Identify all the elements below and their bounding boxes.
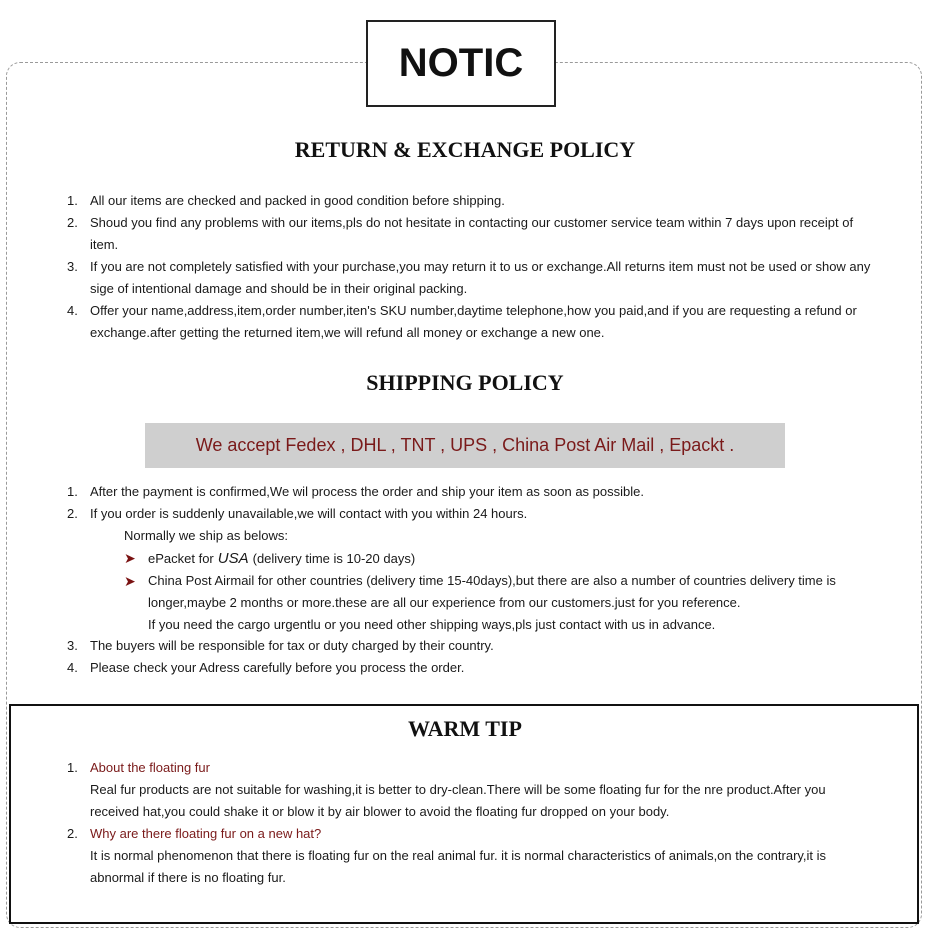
carrier-list-text: We accept Fedex , DHL , TNT , UPS , China Post Air Mail , Epackt .	[195, 435, 735, 455]
epacket-country: USA	[217, 550, 249, 567]
tip-answer: Real fur products are not suitable for washing,it is better to dry-clean.There will be some floating fur for the nre product.After you received hat,you could shake it or blow it by air blower to avoid the floating fur dropped on your body.	[90, 782, 826, 819]
epacket-line: ➤ ePacket for USA (delivery time is 10-20 days)	[124, 547, 884, 570]
shipping-policy-list	[67, 481, 872, 525]
shipping-methods-intro: Normally we ship as belows:	[124, 528, 289, 543]
tip-question: Why are there floating fur on a new hat?	[90, 826, 322, 841]
shipping-policy-list-continued	[67, 635, 872, 679]
list-item: 4. Please check your Adress carefully before you process the order.	[67, 660, 465, 675]
notice-title: NOTIC	[398, 41, 524, 85]
return-policy-heading: RETURN & EXCHANGE POLICY	[294, 137, 636, 162]
list-item: 2. Why are there floating fur on a new hat? It is normal phenomenon that there is floating fur on the real animal fur. it is normal characteristics of animals,on the contrary,it is abnormal if there is no floating fur.	[67, 823, 872, 889]
list-item: 3. The buyers will be responsible for tax or duty charged by their country.	[67, 638, 494, 653]
list-item: 2. Shoud you find any problems with our items,pls do not hesitate in contacting our customer service team within 7 days upon receipt of item.	[67, 215, 854, 252]
tip-answer: It is normal phenomenon that there is floating fur on the real animal fur. it is normal characteristics of animals,on the contrary,it is abnormal if there is no floating fur.	[90, 848, 827, 885]
warm-tip-heading: WARM TIP	[408, 716, 522, 741]
arrow-bullet-icon: ➤	[124, 573, 136, 589]
tip-question: About the floating fur	[90, 760, 210, 775]
list-item: 4. Offer your name,address,item,order number,iten's SKU number,daytime telephone,how you paid,and if you are requesting a refund or exchange.after getting the returned item,we will refund all money or exchange a new one.	[67, 303, 857, 340]
arrow-bullet-icon: ➤	[124, 550, 136, 566]
carrier-banner	[145, 423, 785, 468]
list-item: 1. After the payment is confirmed,We wil process the order and ship your item as soon as possible.	[67, 484, 644, 499]
warm-tip-list	[67, 757, 872, 889]
return-policy-list	[67, 190, 872, 344]
notice-banner	[366, 20, 556, 107]
urgent-note: If you need the cargo urgentlu or you need other shipping ways,pls just contact with us in advance.	[148, 617, 716, 632]
shipping-methods	[124, 525, 884, 636]
china-post-line: ➤ China Post Airmail for other countries (delivery time 15-40days),but there are also a number of countries delivery time is longer,maybe 2 months or more.these are all our experience from our customers.just for you reference.	[124, 570, 884, 614]
list-item: 2. If you order is suddenly unavailable,we will contact with you within 24 hours.	[67, 506, 528, 521]
shipping-policy-heading: SHIPPING POLICY	[366, 370, 564, 395]
list-item: 1. About the floating fur Real fur products are not suitable for washing,it is better to dry-clean.There will be some floating fur for the nre product.After you received hat,you could shake it or blow it by air blower to avoid the floating fur dropped on your body.	[67, 757, 872, 823]
list-item: 3. If you are not completely satisfied with your purchase,you may return it to us or exchange.All returns item must not be used or show any sige of intentional damage and should be in their original packing.	[67, 259, 871, 296]
list-item: 1. All our items are checked and packed in good condition before shipping.	[67, 193, 505, 208]
